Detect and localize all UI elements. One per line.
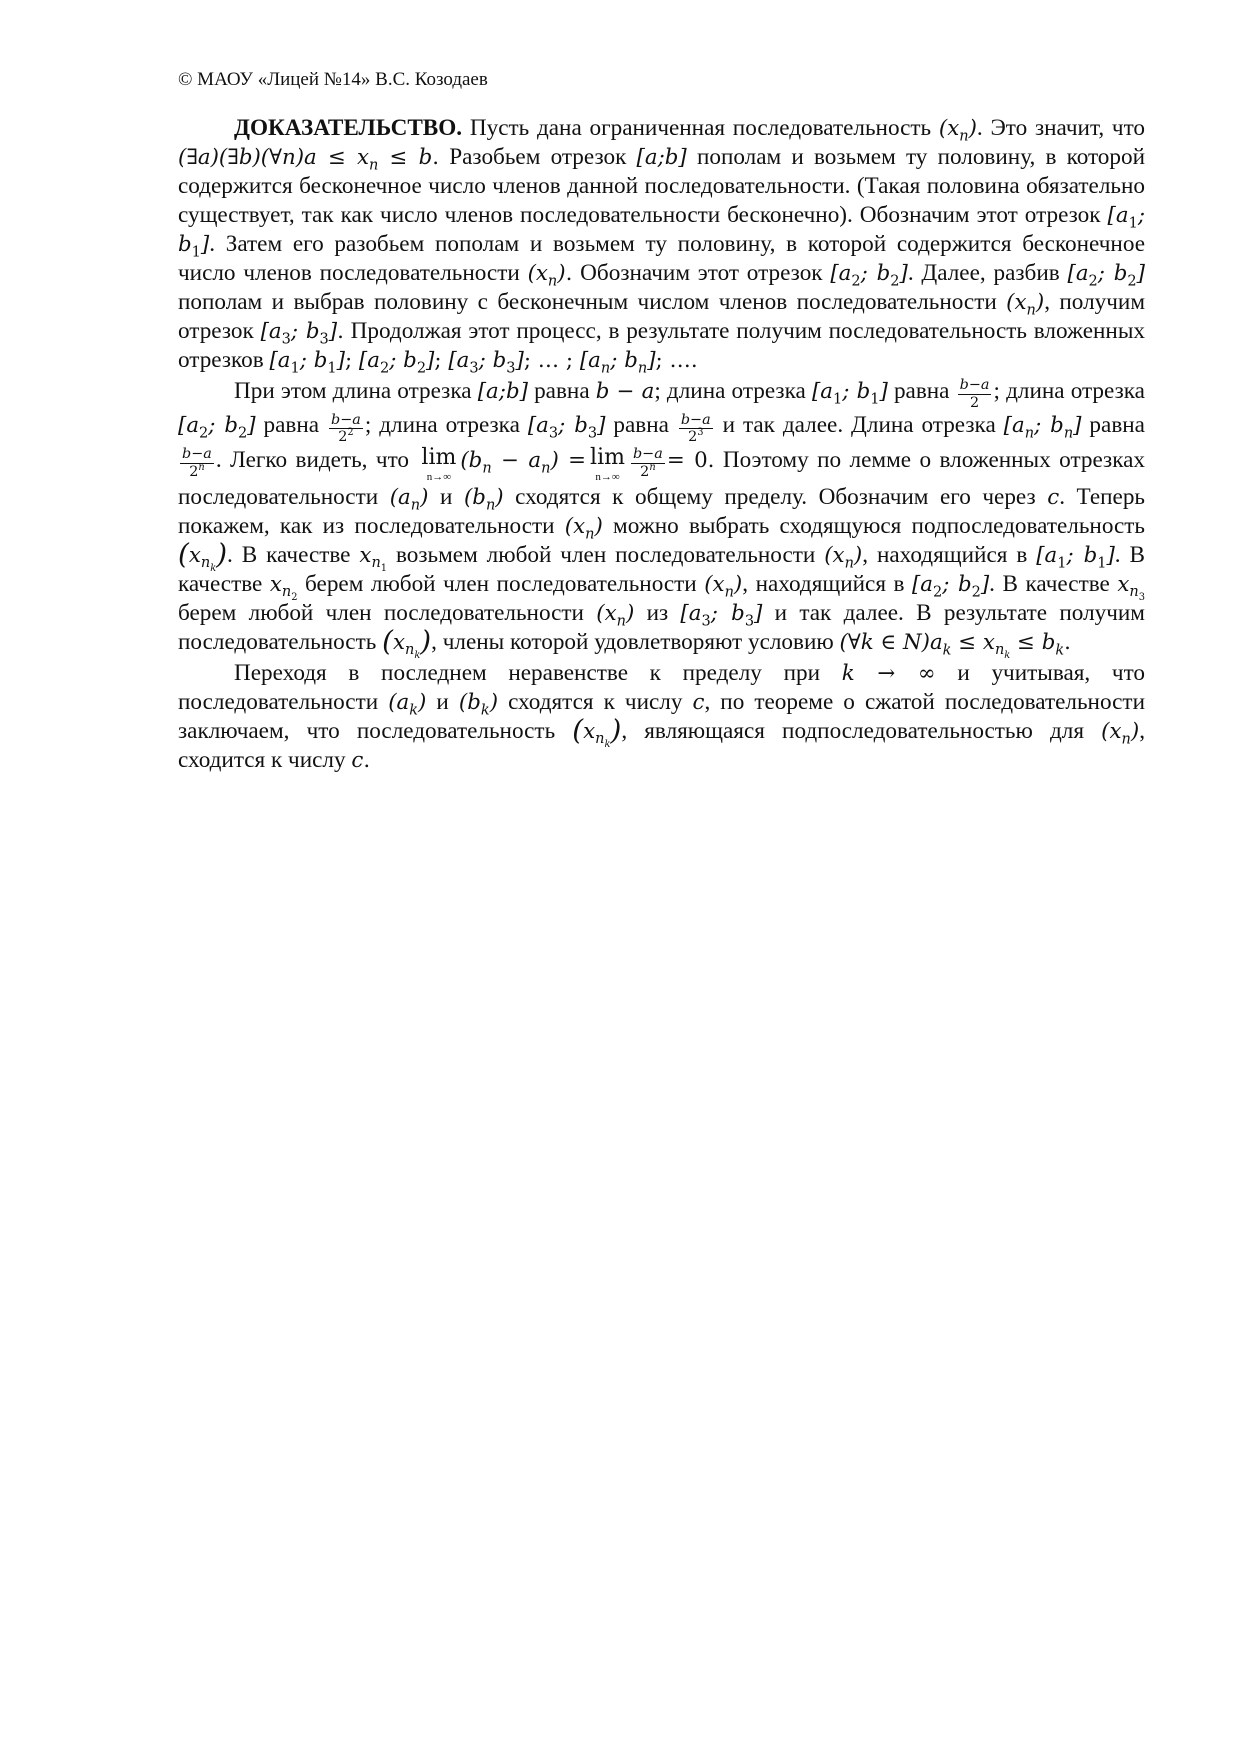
page-header: © МАОУ «Лицей №14» В.С. Козодаев [178, 69, 488, 90]
fraction-b-a-over-2-cubed: $\frac{b-a}{2^3}$ [680, 411, 711, 446]
fraction-b-a-over-2-squared: $\frac{b-a}{2^2}$ [331, 411, 361, 446]
document-page [178, 68, 1145, 775]
limit-operator: lim n→∞ [590, 444, 625, 483]
fraction-b-a-over-2-n: $\frac{b-a}{2^n}$ [182, 446, 212, 480]
proof-paragraph-2: При этом длина отрезка [a;b] равна b − a; длина отрезка [$a_1$; $b_1$] равна $\frac{b-a}{2}$ ; длина отрезка [$a_2$; $b_2$] равна $\frac{b-a}{2^2}$ ; длина отрезка [$a_3$; $b_3$] равна $\frac{b-a}{2^3}$ и так далее. Длина отрезка [$a_n$; $b_n$] равна $\frac{b-a}{2^n}$ . Легко видеть, что lim n→∞ $(b_n - a_n)$ = lim n→∞ $\frac{b-a}{2^n}$ = 0. Поэтому по лемме о вложенных отрезках последовательности $(a_n)$ и $(b_n)$ сходятся к общему пределу. Обозначим его через c. Теперь покажем, как из последовательности $(x_n)$ можно выбрать сходящуюся подпоследовательность $(x_{n_k})$. В качестве $x_{n_1}$ возьмем любой член последовательности $(x_n)$, находящийся в [$a_1$; $b_1$]. В качестве $x_{n_2}$ берем любой член последовательности $(x_n)$, находящийся в [$a_2$; $b_2$]. В качестве $x_{n_3}$ берем любой член последовательности $(x_n)$ из [$a_3$; $b_3$] и так далее. В результате получим последовательность $(x_{n_k})$, члены которой удовлетворяют условию (∀k ∈ $N)a_k \le x_{n_k} \le b_k$. [178, 377, 1145, 661]
fraction-b-a-over-2: $\frac{b-a}{2}$ [959, 377, 990, 411]
proof-paragraph-1: ДОКАЗАТЕЛЬСТВО. Пусть дана ограниченная последовательность $(x_n)$. Это значит, что (∃a)(∃b)(∀n)a ≤ $x_n \le b$. Разобьем отрезок [a;b] пополам и возьмем ту половину, в которой содержится бесконечное число членов данной последовательности. (Такая половина обязательно существует, так как число членов последовательности бесконечно). Обозначим этот отрезок [$a_1$; $b_1$]. Затем его разобьем пополам и возьмем ту половину, в которой содержится бесконечное число членов последовательности $(x_n)$. Обозначим этот отрезок [$a_2$; $b_2$]. Далее, разбив [$a_2$; $b_2$] пополам и выбрав половину с бесконечным числом членов последовательности $(x_n)$, получим отрезок [$a_3$; $b_3$]. Продолжая этот процесс, в результате получим последовательность вложенных отрезков [$a_1$; $b_1$]; [$a_2$; $b_2$]; [$a_3$; $b_3$]; … ; [$a_n$; $b_n$]; …. [178, 115, 1145, 377]
limit-operator: lim n→∞ [421, 444, 457, 483]
fraction-b-a-over-2-n: $\frac{b-a}{2^n}$ [632, 446, 663, 480]
proof-paragraph-3: Переходя в последнем неравенстве к пределу при k → ∞ и учитывая, что последовательности $(a_k)$ и $(b_k)$ сходятся к числу c, по теореме о сжатой последовательности заключаем, что последовательность $(x_{n_k})$, являющаяся подпоследовательностью для $(x_n)$, сходится к числу c. [178, 659, 1145, 773]
proof-label: ДОКАЗАТЕЛЬСТВО. [234, 115, 463, 141]
